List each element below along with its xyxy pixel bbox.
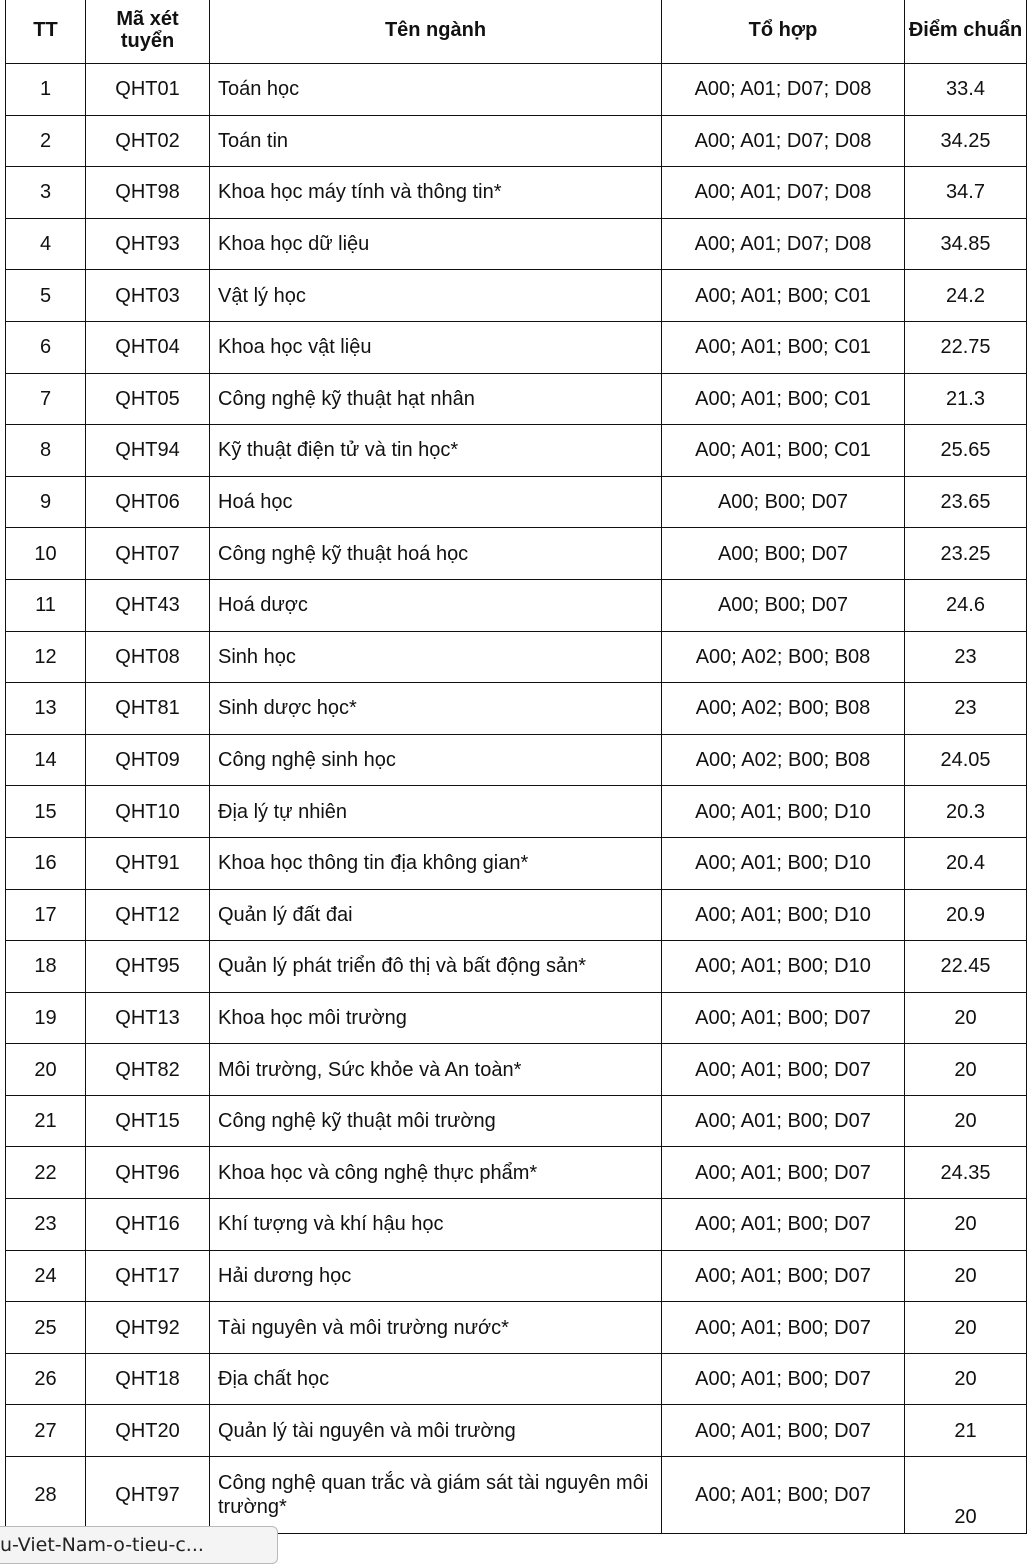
cell-code: QHT15	[86, 1095, 210, 1147]
cell-code: QHT93	[86, 218, 210, 270]
cell-tt: 23	[6, 1199, 86, 1251]
cell-name: Sinh dược học*	[210, 683, 662, 735]
cell-score: 20	[905, 992, 1027, 1044]
cell-name: Quản lý đất đai	[210, 889, 662, 941]
cell-code: QHT16	[86, 1199, 210, 1251]
cell-score: 22.45	[905, 941, 1027, 993]
cell-name: Hoá học	[210, 476, 662, 528]
table-row	[6, 631, 1027, 683]
cell-tt: 27	[6, 1405, 86, 1457]
cell-name: Vật lý học	[210, 270, 662, 322]
cell-name: Địa lý tự nhiên	[210, 786, 662, 838]
cell-tt: 14	[6, 734, 86, 786]
cell-combo: A00; A01; B00; D07	[662, 1353, 905, 1405]
cell-score: 23	[905, 631, 1027, 683]
cell-score: 34.7	[905, 167, 1027, 219]
cell-code: QHT20	[86, 1405, 210, 1457]
cell-name: Công nghệ kỹ thuật môi trường	[210, 1095, 662, 1147]
cell-name: Khoa học môi trường	[210, 992, 662, 1044]
cell-combo: A00; A02; B00; B08	[662, 734, 905, 786]
cell-tt: 5	[6, 270, 86, 322]
cell-tt: 1	[6, 64, 86, 116]
cell-score: 20.4	[905, 837, 1027, 889]
cell-name: Công nghệ quan trắc và giám sát tài nguyên môi trường*	[210, 1457, 662, 1534]
table-row	[6, 1405, 1027, 1457]
cell-code: QHT02	[86, 115, 210, 167]
cell-code: QHT43	[86, 579, 210, 631]
cell-score: 23.65	[905, 476, 1027, 528]
cell-combo: A00; A02; B00; B08	[662, 631, 905, 683]
cell-code: QHT17	[86, 1250, 210, 1302]
cell-name: Tài nguyên và môi trường nước*	[210, 1302, 662, 1354]
cell-name: Quản lý tài nguyên và môi trường	[210, 1405, 662, 1457]
table-row	[6, 321, 1027, 373]
cell-score: 34.25	[905, 115, 1027, 167]
table-row	[6, 528, 1027, 580]
cell-combo: A00; B00; D07	[662, 528, 905, 580]
cell-name: Toán tin	[210, 115, 662, 167]
cell-combo: A00; A01; B00; D07	[662, 1302, 905, 1354]
cell-name: Khoa học máy tính và thông tin*	[210, 167, 662, 219]
cell-score: 22.75	[905, 321, 1027, 373]
cell-name: Địa chất học	[210, 1353, 662, 1405]
table-row	[6, 1095, 1027, 1147]
cell-tt: 2	[6, 115, 86, 167]
cell-combo: A00; A01; B00; D07	[662, 1199, 905, 1251]
cell-code: QHT18	[86, 1353, 210, 1405]
cell-tt: 19	[6, 992, 86, 1044]
cell-tt: 24	[6, 1250, 86, 1302]
cell-score: 20	[905, 1095, 1027, 1147]
cell-combo: A00; A01; B00; D07	[662, 1147, 905, 1199]
cell-combo: A00; A01; D07; D08	[662, 167, 905, 219]
cell-combo: A00; A01; B00; D07	[662, 1250, 905, 1302]
cell-tt: 17	[6, 889, 86, 941]
cell-tt: 18	[6, 941, 86, 993]
cell-tt: 15	[6, 786, 86, 838]
cell-combo: A00; A01; B00; D10	[662, 941, 905, 993]
cell-tt: 26	[6, 1353, 86, 1405]
table-row	[6, 1250, 1027, 1302]
status-bar-url: u-Viet-Nam-o-tieu-c...	[0, 1526, 278, 1564]
cell-code: QHT09	[86, 734, 210, 786]
cell-score: 20.3	[905, 786, 1027, 838]
header-code: Mã xét tuyển	[86, 0, 210, 64]
cell-code: QHT81	[86, 683, 210, 735]
table-row	[6, 786, 1027, 838]
cell-combo: A00; A01; B00; D07	[662, 1457, 905, 1534]
cell-tt: 4	[6, 218, 86, 270]
cell-tt: 25	[6, 1302, 86, 1354]
cell-name: Khí tượng và khí hậu học	[210, 1199, 662, 1251]
cell-combo: A00; A01; B00; D07	[662, 1044, 905, 1096]
cell-combo: A00; A01; B00; D10	[662, 786, 905, 838]
table-row	[6, 837, 1027, 889]
cell-score: 24.6	[905, 579, 1027, 631]
cell-combo: A00; A02; B00; B08	[662, 683, 905, 735]
cell-code: QHT12	[86, 889, 210, 941]
cell-code: QHT82	[86, 1044, 210, 1096]
cell-code: QHT07	[86, 528, 210, 580]
cell-code: QHT10	[86, 786, 210, 838]
cell-combo: A00; B00; D07	[662, 476, 905, 528]
table-row	[6, 1353, 1027, 1405]
header-name: Tên ngành	[210, 0, 662, 64]
cell-code: QHT06	[86, 476, 210, 528]
cell-combo: A00; A01; B00; C01	[662, 270, 905, 322]
cell-score: 20	[905, 1457, 1027, 1534]
table-row	[6, 476, 1027, 528]
cell-combo: A00; A01; B00; C01	[662, 373, 905, 425]
cell-combo: A00; A01; D07; D08	[662, 64, 905, 116]
cell-score: 34.85	[905, 218, 1027, 270]
table-row	[6, 734, 1027, 786]
cell-tt: 28	[6, 1457, 86, 1534]
cell-tt: 6	[6, 321, 86, 373]
cell-combo: A00; A01; B00; D07	[662, 1095, 905, 1147]
cell-combo: A00; A01; B00; C01	[662, 425, 905, 477]
cell-tt: 8	[6, 425, 86, 477]
cell-name: Hải dương học	[210, 1250, 662, 1302]
table-row	[6, 218, 1027, 270]
cell-code: QHT96	[86, 1147, 210, 1199]
cell-score: 24.35	[905, 1147, 1027, 1199]
cell-tt: 13	[6, 683, 86, 735]
cell-tt: 10	[6, 528, 86, 580]
cell-tt: 3	[6, 167, 86, 219]
cell-combo: A00; A01; B00; D07	[662, 992, 905, 1044]
table-row	[6, 1147, 1027, 1199]
cell-tt: 7	[6, 373, 86, 425]
cell-combo: A00; A01; D07; D08	[662, 115, 905, 167]
cell-tt: 16	[6, 837, 86, 889]
cell-name: Môi trường, Sức khỏe và An toàn*	[210, 1044, 662, 1096]
cell-name: Công nghệ kỹ thuật hạt nhân	[210, 373, 662, 425]
table-row	[6, 270, 1027, 322]
cell-name: Kỹ thuật điện tử và tin học*	[210, 425, 662, 477]
cell-score: 23	[905, 683, 1027, 735]
cell-name: Công nghệ kỹ thuật hoá học	[210, 528, 662, 580]
cell-code: QHT03	[86, 270, 210, 322]
cell-score: 20.9	[905, 889, 1027, 941]
cell-score: 25.65	[905, 425, 1027, 477]
table-row	[6, 167, 1027, 219]
cell-score: 21.3	[905, 373, 1027, 425]
header-combo: Tổ hợp	[662, 0, 905, 64]
cell-code: QHT92	[86, 1302, 210, 1354]
cell-name: Toán học	[210, 64, 662, 116]
cell-code: QHT97	[86, 1457, 210, 1534]
cell-name: Khoa học dữ liệu	[210, 218, 662, 270]
cell-code: QHT13	[86, 992, 210, 1044]
table-row	[6, 579, 1027, 631]
cell-tt: 12	[6, 631, 86, 683]
table-row	[6, 683, 1027, 735]
table-row	[6, 941, 1027, 993]
cell-score: 20	[905, 1250, 1027, 1302]
cell-code: QHT94	[86, 425, 210, 477]
table-row	[6, 115, 1027, 167]
cell-score: 24.05	[905, 734, 1027, 786]
cell-name: Hoá dược	[210, 579, 662, 631]
header-tt: TT	[6, 0, 86, 64]
cell-name: Khoa học thông tin địa không gian*	[210, 837, 662, 889]
cell-score: 21	[905, 1405, 1027, 1457]
cell-tt: 22	[6, 1147, 86, 1199]
table-row	[6, 373, 1027, 425]
cell-combo: A00; A01; D07; D08	[662, 218, 905, 270]
cell-code: QHT91	[86, 837, 210, 889]
cell-combo: A00; A01; B00; D07	[662, 1405, 905, 1457]
cell-tt: 9	[6, 476, 86, 528]
cell-score: 20	[905, 1302, 1027, 1354]
cell-code: QHT95	[86, 941, 210, 993]
cell-name: Khoa học vật liệu	[210, 321, 662, 373]
cell-score: 33.4	[905, 64, 1027, 116]
cell-name: Khoa học và công nghệ thực phẩm*	[210, 1147, 662, 1199]
cell-code: QHT01	[86, 64, 210, 116]
cell-combo: A00; A01; B00; D10	[662, 889, 905, 941]
cell-tt: 20	[6, 1044, 86, 1096]
cell-code: QHT05	[86, 373, 210, 425]
cell-name: Công nghệ sinh học	[210, 734, 662, 786]
cell-combo: A00; B00; D07	[662, 579, 905, 631]
cell-name: Quản lý phát triển đô thị và bất động sản*	[210, 941, 662, 993]
cell-name: Sinh học	[210, 631, 662, 683]
cell-tt: 21	[6, 1095, 86, 1147]
table-row	[6, 1199, 1027, 1251]
cell-score: 20	[905, 1044, 1027, 1096]
table-row	[6, 64, 1027, 116]
table-row	[6, 425, 1027, 477]
cell-combo: A00; A01; B00; C01	[662, 321, 905, 373]
cell-score: 20	[905, 1353, 1027, 1405]
cell-code: QHT04	[86, 321, 210, 373]
table-row	[6, 889, 1027, 941]
table-row	[6, 1302, 1027, 1354]
header-score: Điểm chuẩn	[905, 0, 1027, 64]
table-row	[6, 1044, 1027, 1096]
cell-code: QHT08	[86, 631, 210, 683]
cell-tt: 11	[6, 579, 86, 631]
cell-score: 23.25	[905, 528, 1027, 580]
table-row	[6, 992, 1027, 1044]
table-row	[6, 1457, 1027, 1534]
table-header-row	[6, 0, 1027, 64]
cell-score: 20	[905, 1199, 1027, 1251]
admission-scores-table	[5, 0, 1027, 1534]
cell-combo: A00; A01; B00; D10	[662, 837, 905, 889]
cell-score: 24.2	[905, 270, 1027, 322]
cell-code: QHT98	[86, 167, 210, 219]
